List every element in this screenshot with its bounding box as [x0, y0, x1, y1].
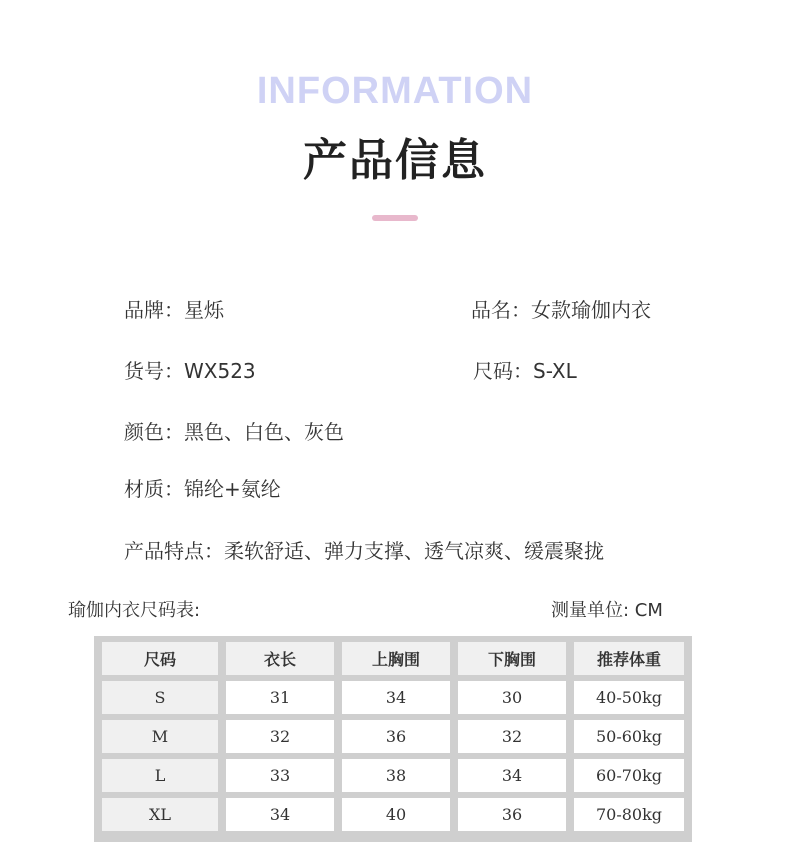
size-table-unit: 测量单位: CM [551, 600, 663, 621]
field-color: 颜色：黑色、白色、灰色 [124, 420, 344, 444]
table-cell: S [102, 681, 218, 714]
table-cell: M [102, 720, 218, 753]
table-cell: 36 [458, 798, 566, 831]
table-row [102, 798, 684, 831]
table-row [102, 720, 684, 753]
table-header-cell: 推荐体重 [574, 642, 684, 675]
table-cell: 31 [226, 681, 334, 714]
table-header-row [102, 642, 684, 675]
table-cell: 32 [458, 720, 566, 753]
table-cell: 50-60kg [574, 720, 684, 753]
table-cell: 40 [342, 798, 450, 831]
table-header-cell: 衣长 [226, 642, 334, 675]
table-cell: 36 [342, 720, 450, 753]
table-cell: 60-70kg [574, 759, 684, 792]
field-brand: 品牌：星烁 [124, 298, 224, 322]
field-size: 尺码：S-XL [473, 359, 577, 383]
title-divider [372, 215, 418, 221]
table-row [102, 759, 684, 792]
page-title: 产品信息 [303, 135, 487, 186]
table-header-cell: 上胸围 [342, 642, 450, 675]
table-row [102, 681, 684, 714]
table-cell: L [102, 759, 218, 792]
table-cell: 40-50kg [574, 681, 684, 714]
field-features: 产品特点：柔软舒适、弹力支撑、透气凉爽、缓震聚拢 [124, 539, 604, 563]
table-cell: 30 [458, 681, 566, 714]
field-item-number: 货号：WX523 [124, 359, 256, 383]
table-cell: 34 [458, 759, 566, 792]
eng-title: INFORMATION [256, 70, 534, 112]
field-product-name: 品名：女款瑜伽内衣 [471, 298, 651, 322]
size-table [94, 636, 692, 842]
table-cell: 34 [342, 681, 450, 714]
table-cell: 33 [226, 759, 334, 792]
table-header-cell: 下胸围 [458, 642, 566, 675]
table-cell: 34 [226, 798, 334, 831]
table-cell: 38 [342, 759, 450, 792]
size-table-title: 瑜伽内衣尺码表: [68, 600, 201, 621]
table-cell: 32 [226, 720, 334, 753]
table-cell: 70-80kg [574, 798, 684, 831]
table-header-cell: 尺码 [102, 642, 218, 675]
field-material: 材质：锦纶+氨纶 [124, 477, 281, 501]
table-cell: XL [102, 798, 218, 831]
